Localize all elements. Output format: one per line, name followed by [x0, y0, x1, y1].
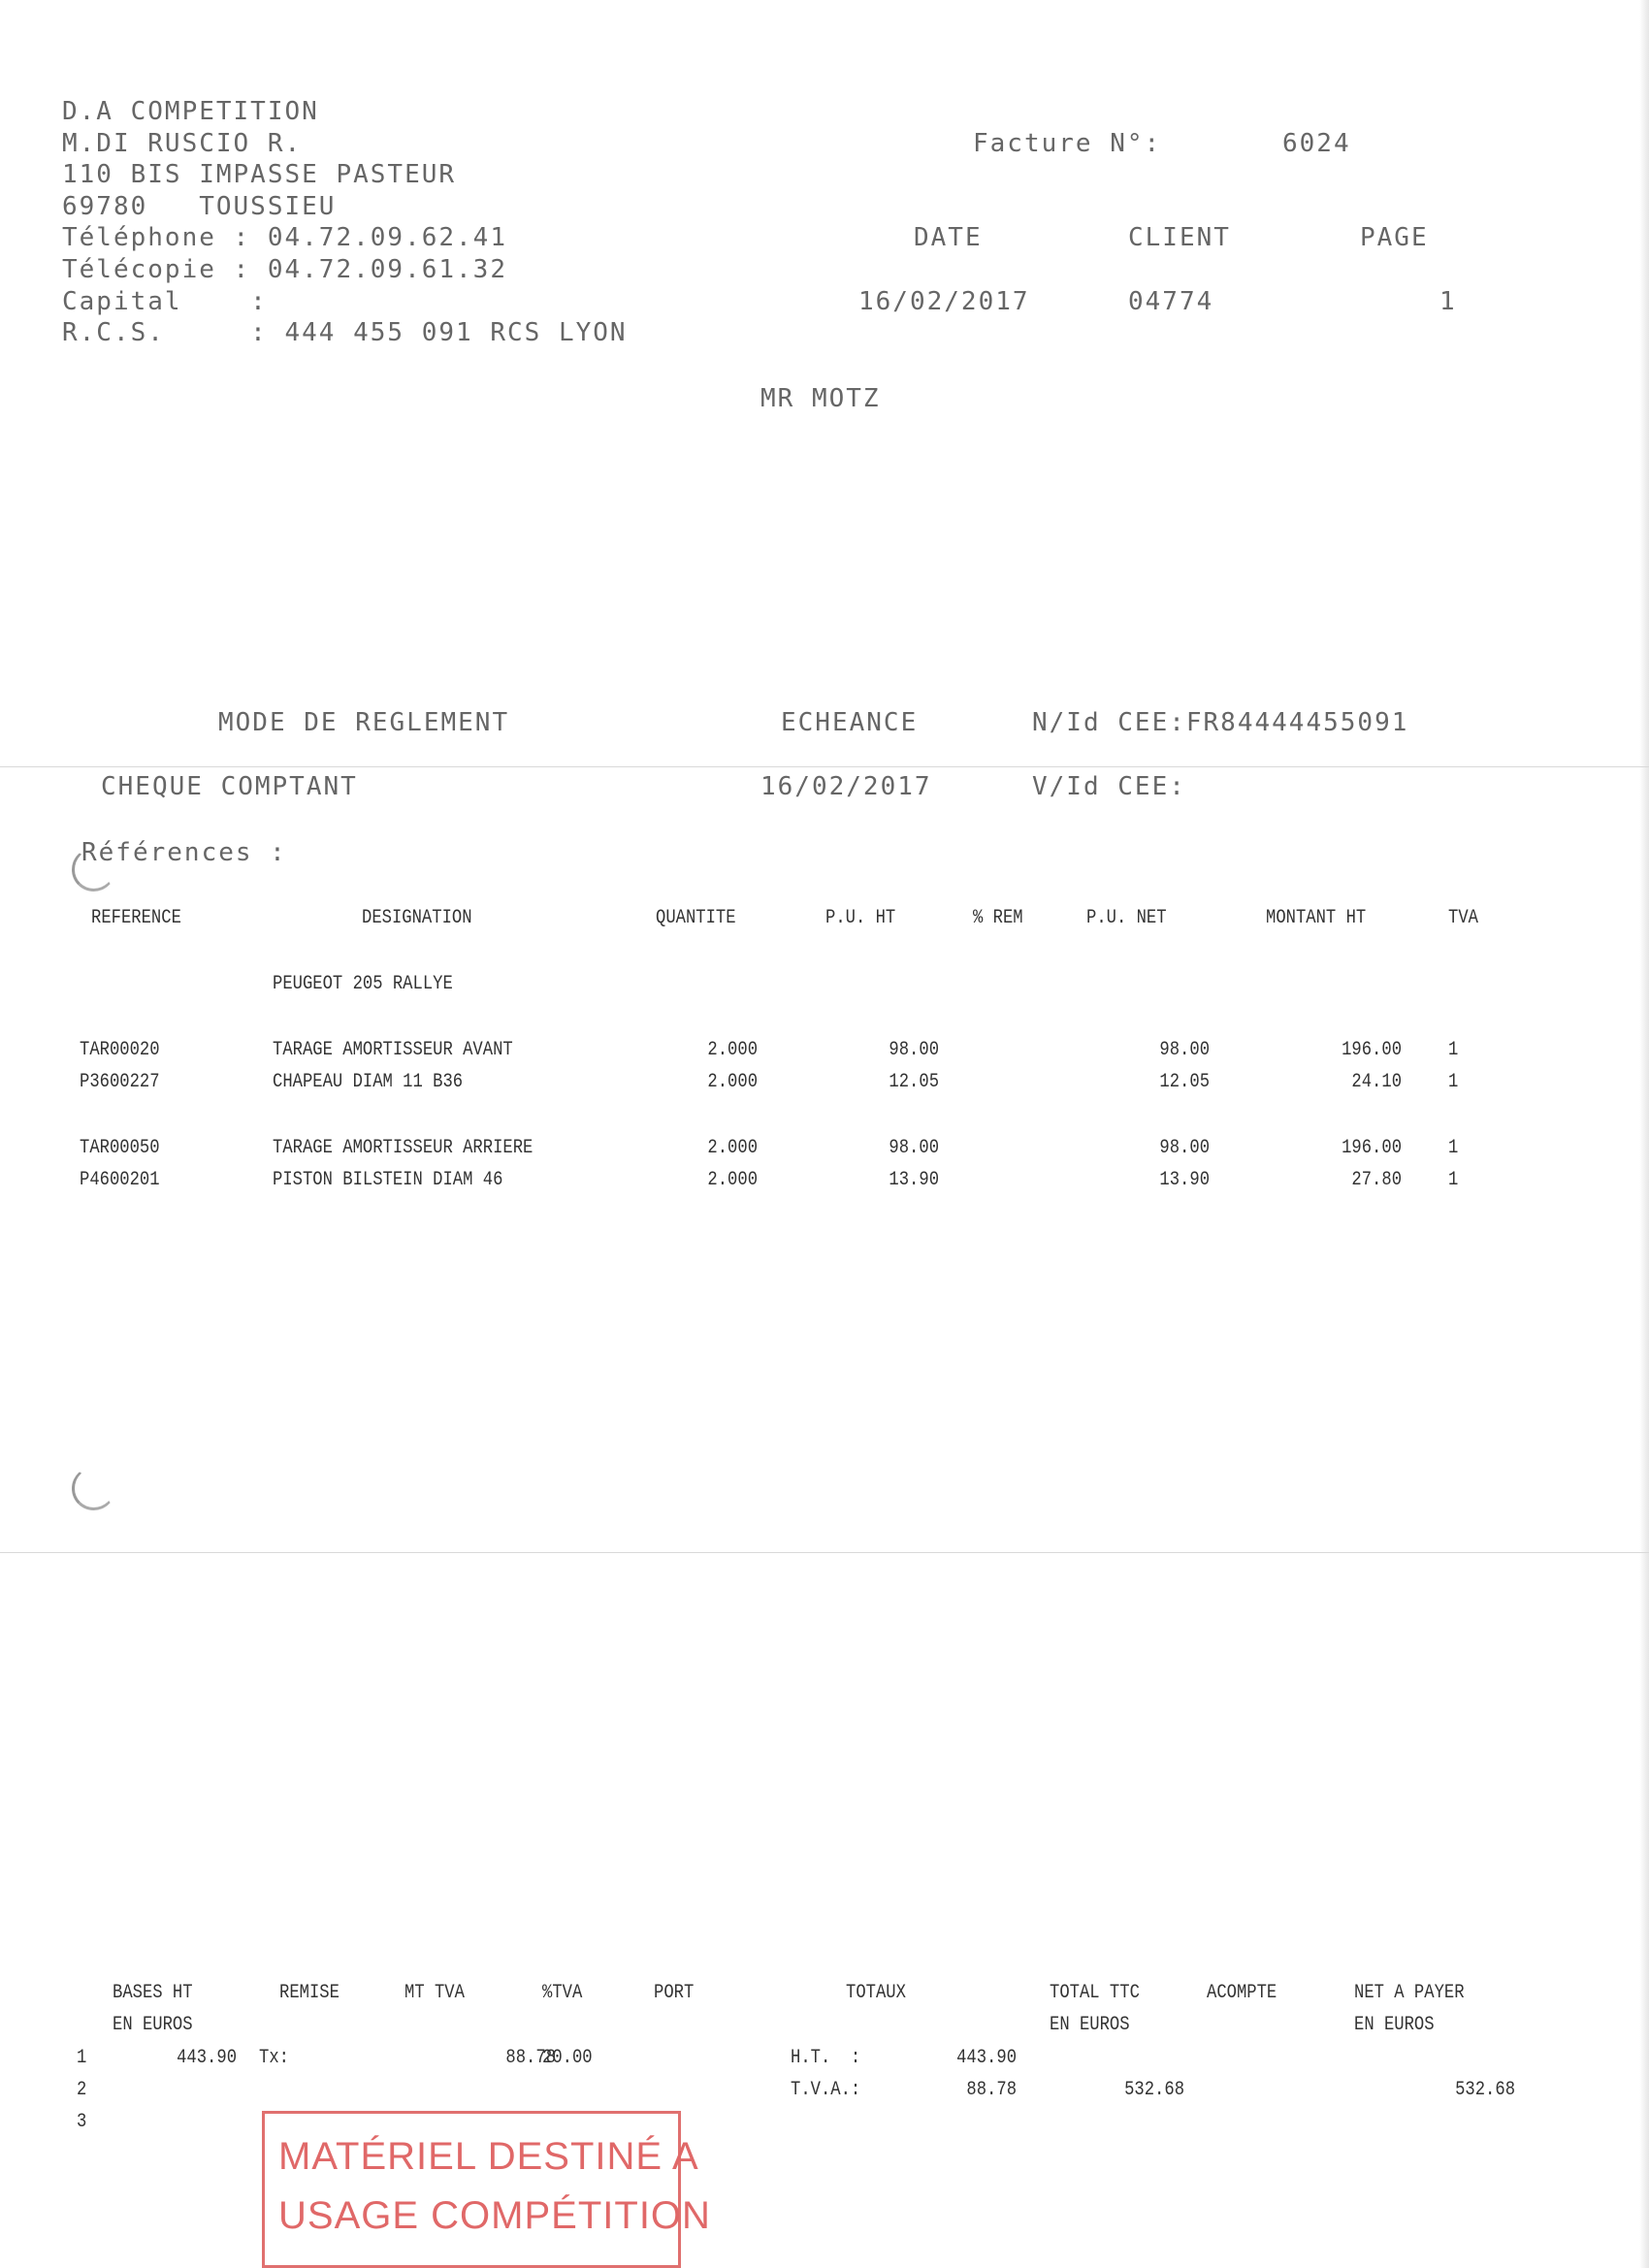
row-net-price: 98.00: [1159, 1137, 1210, 1159]
row-quantity: 2.000: [707, 1137, 758, 1159]
row-designation: PISTON BILSTEIN DIAM 46: [273, 1169, 503, 1191]
footer-total-ttc-unit: EN EUROS: [1050, 2014, 1130, 2036]
sender-rcs: R.C.S. : 444 455 091 RCS LYON: [62, 318, 628, 347]
footer-pct-tva-value: 20.00: [542, 2047, 593, 2069]
sender-contact: M.DI RUSCIO R.: [62, 129, 303, 158]
footer-remise-label: REMISE: [279, 1982, 340, 2004]
row-amount: 196.00: [1342, 1137, 1402, 1159]
sender-fax: Télécopie : 04.72.09.61.32: [62, 255, 507, 284]
footer-total-ttc-label: TOTAL TTC: [1050, 1982, 1140, 2004]
row-net-price: 12.05: [1159, 1071, 1210, 1093]
row-unit-price: 98.00: [889, 1137, 939, 1159]
stamp-line-2: USAGE COMPÉTITION: [278, 2194, 711, 2237]
col-amount: MONTANT HT: [1266, 907, 1367, 929]
stamp-line-1: MATÉRIEL DESTINÉ A: [278, 2135, 699, 2178]
row-quantity: 2.000: [707, 1071, 758, 1093]
footer-base-value: 443.90: [177, 2047, 237, 2069]
payment-mode: CHEQUE COMPTANT: [101, 772, 358, 801]
row-designation: TARAGE AMORTISSEUR ARRIERE: [273, 1137, 534, 1159]
row-vat: 1: [1448, 1169, 1459, 1191]
client-label: CLIENT: [1128, 223, 1231, 252]
sender-capital: Capital :: [62, 287, 268, 316]
due-date: 16/02/2017: [760, 772, 932, 801]
row-reference: TAR00050: [80, 1137, 160, 1159]
row-net-price: 98.00: [1159, 1039, 1210, 1061]
row-quantity: 2.000: [707, 1039, 758, 1061]
footer-net-unit: EN EUROS: [1354, 2014, 1435, 2036]
footer-tva-value: 88.78: [966, 2079, 1017, 2101]
footer-ht-label: H.T. :: [791, 2047, 861, 2069]
row-vat: 1: [1448, 1071, 1459, 1093]
competition-stamp: [262, 2111, 711, 2268]
col-quantity: QUANTITE: [656, 907, 736, 929]
footer-tva-label: T.V.A.:: [791, 2079, 861, 2101]
punch-hole: [72, 1467, 115, 1510]
row-reference: P4600201: [80, 1169, 160, 1191]
row-net-price: 13.90: [1159, 1169, 1210, 1191]
recipient-name: MR MOTZ: [760, 384, 881, 413]
footer-pct-tva-label: %TVA: [542, 1982, 583, 2004]
sender-address: 110 BIS IMPASSE PASTEUR: [62, 160, 457, 189]
footer-acompte-label: ACOMPTE: [1207, 1982, 1277, 2004]
sender-city: 69780 TOUSSIEU: [62, 192, 337, 221]
due-date-label: ECHEANCE: [781, 708, 919, 737]
footer-bases-label: BASES HT: [113, 1982, 193, 2004]
footer-ht-value: 443.90: [956, 2047, 1017, 2069]
footer-line-number: 2: [77, 2079, 87, 2101]
sender-phone: Téléphone : 04.72.09.62.41: [62, 223, 507, 252]
row-unit-price: 98.00: [889, 1039, 939, 1061]
client-number: 04774: [1128, 287, 1214, 316]
fold-line: [0, 766, 1649, 767]
col-net-price: P.U. NET: [1086, 907, 1167, 929]
footer-line-number: 3: [77, 2111, 87, 2133]
row-unit-price: 12.05: [889, 1071, 939, 1093]
col-unit-price: P.U. HT: [825, 907, 896, 929]
payment-mode-label: MODE DE REGLEMENT: [218, 708, 510, 737]
invoice-number: 6024: [1282, 129, 1351, 158]
sender-company: D.A COMPETITION: [62, 97, 319, 126]
col-discount: % REM: [973, 907, 1023, 929]
col-vat: TVA: [1448, 907, 1478, 929]
page-number: 1: [1439, 287, 1457, 316]
your-vat-id: V/Id CEE:: [1032, 772, 1186, 801]
row-amount: 196.00: [1342, 1039, 1402, 1061]
row-reference: TAR00020: [80, 1039, 160, 1061]
row-reference: P3600227: [80, 1071, 160, 1093]
row-vat: 1: [1448, 1039, 1459, 1061]
footer-mt-tva-value: 88.78: [505, 2047, 556, 2069]
col-designation: DESIGNATION: [362, 907, 472, 929]
invoice-date: 16/02/2017: [858, 287, 1030, 316]
footer-line-number: 1: [77, 2047, 87, 2069]
fold-line: [0, 1552, 1649, 1553]
row-quantity: 2.000: [707, 1169, 758, 1191]
row-vat: 1: [1448, 1137, 1459, 1159]
footer-port-label: PORT: [654, 1982, 695, 2004]
row-designation: CHAPEAU DIAM 11 B36: [273, 1071, 464, 1093]
paper-edge-shadow: [1639, 0, 1649, 2268]
footer-net-label: NET A PAYER: [1354, 1982, 1465, 2004]
footer-net-value: 532.68: [1455, 2079, 1515, 2101]
invoice-number-label: Facture N°:: [973, 129, 1162, 158]
section-title: PEUGEOT 205 RALLYE: [273, 973, 453, 995]
row-designation: TARAGE AMORTISSEUR AVANT: [273, 1039, 513, 1061]
date-label: DATE: [914, 223, 983, 252]
col-reference: REFERENCE: [91, 907, 181, 929]
footer-bases-unit: EN EUROS: [113, 2014, 193, 2036]
row-amount: 27.80: [1351, 1169, 1402, 1191]
footer-totaux-label: TOTAUX: [846, 1982, 906, 2004]
row-unit-price: 13.90: [889, 1169, 939, 1191]
footer-total-ttc-value: 532.68: [1124, 2079, 1184, 2101]
references-label: Références :: [81, 838, 287, 867]
page-label: PAGE: [1360, 223, 1429, 252]
footer-mt-tva-label: MT TVA: [404, 1982, 465, 2004]
our-vat-id: N/Id CEE:FR84444455091: [1032, 708, 1409, 737]
footer-tx-label: Tx:: [259, 2047, 289, 2069]
row-amount: 24.10: [1351, 1071, 1402, 1093]
